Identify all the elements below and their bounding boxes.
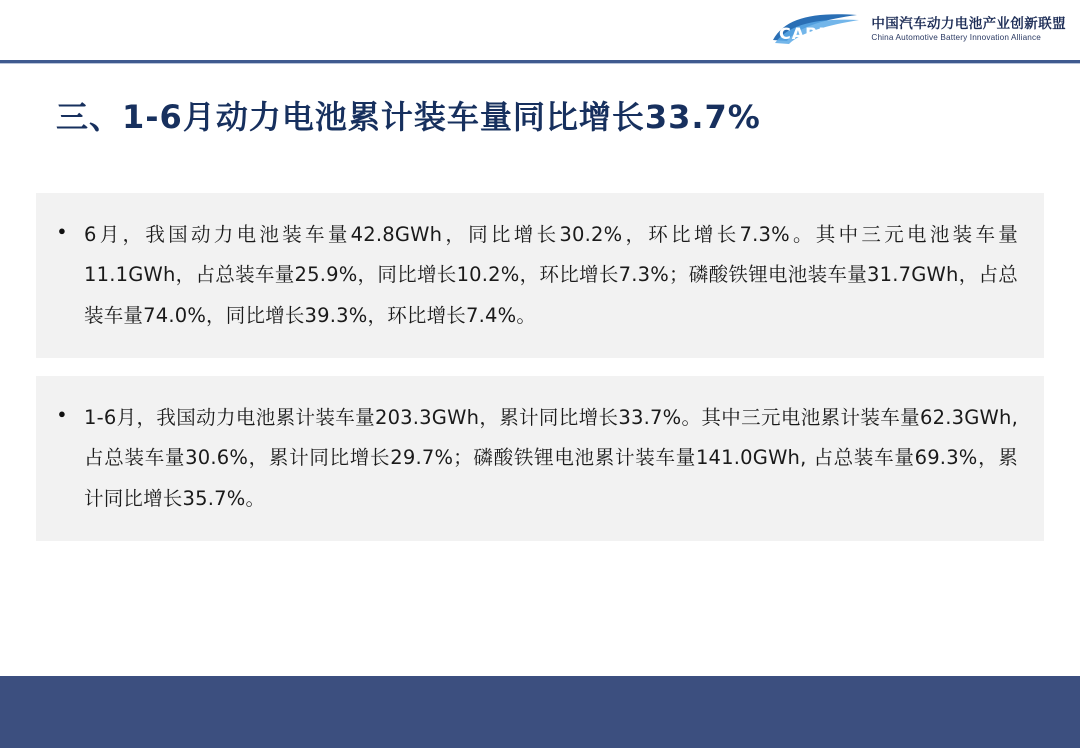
content-block xyxy=(36,193,1044,358)
org-name-cn: 中国汽车动力电池产业创新联盟 xyxy=(871,16,1066,32)
brand-logo xyxy=(769,10,1066,50)
svg-text:CABIA: CABIA xyxy=(779,24,840,43)
slide-footer xyxy=(0,676,1080,748)
paragraph-text: 1-6月，我国动力电池累计装车量203.3GWh，累计同比增长33.7%。其中三元电池累计装车量62.3GWh, 占总装车量30.6%，累计同比增长29.7%；磷酸铁锂电池累计装车量141.0GWh, 占总装车量69.3%，累计同比增长35.7%。 xyxy=(84,406,1018,510)
org-name-en: China Automotive Battery Innovation Alliance xyxy=(871,33,1041,43)
cabia-swoosh-logo-icon xyxy=(769,10,861,50)
bullet-icon: ● xyxy=(58,406,66,421)
slide-header xyxy=(0,0,1080,62)
brand-text xyxy=(871,16,1066,43)
list-item xyxy=(58,398,1018,519)
paragraph-text: 6月，我国动力电池装车量42.8GWh，同比增长30.2%，环比增长7.3%。其中三元电池装车量11.1GWh，占总装车量25.9%，同比增长10.2%，环比增长7.3%；磷酸铁锂电池装车量31.7GWh，占总装车量74.0%，同比增长39.3%，环比增长7.4%。 xyxy=(84,223,1018,327)
page-title: 三、1-6月动力电池累计装车量同比增长33.7% xyxy=(56,98,761,136)
content-block xyxy=(36,376,1044,541)
list-item xyxy=(58,215,1018,336)
bullet-icon: ● xyxy=(58,223,66,238)
header-divider-thin xyxy=(0,63,1080,64)
